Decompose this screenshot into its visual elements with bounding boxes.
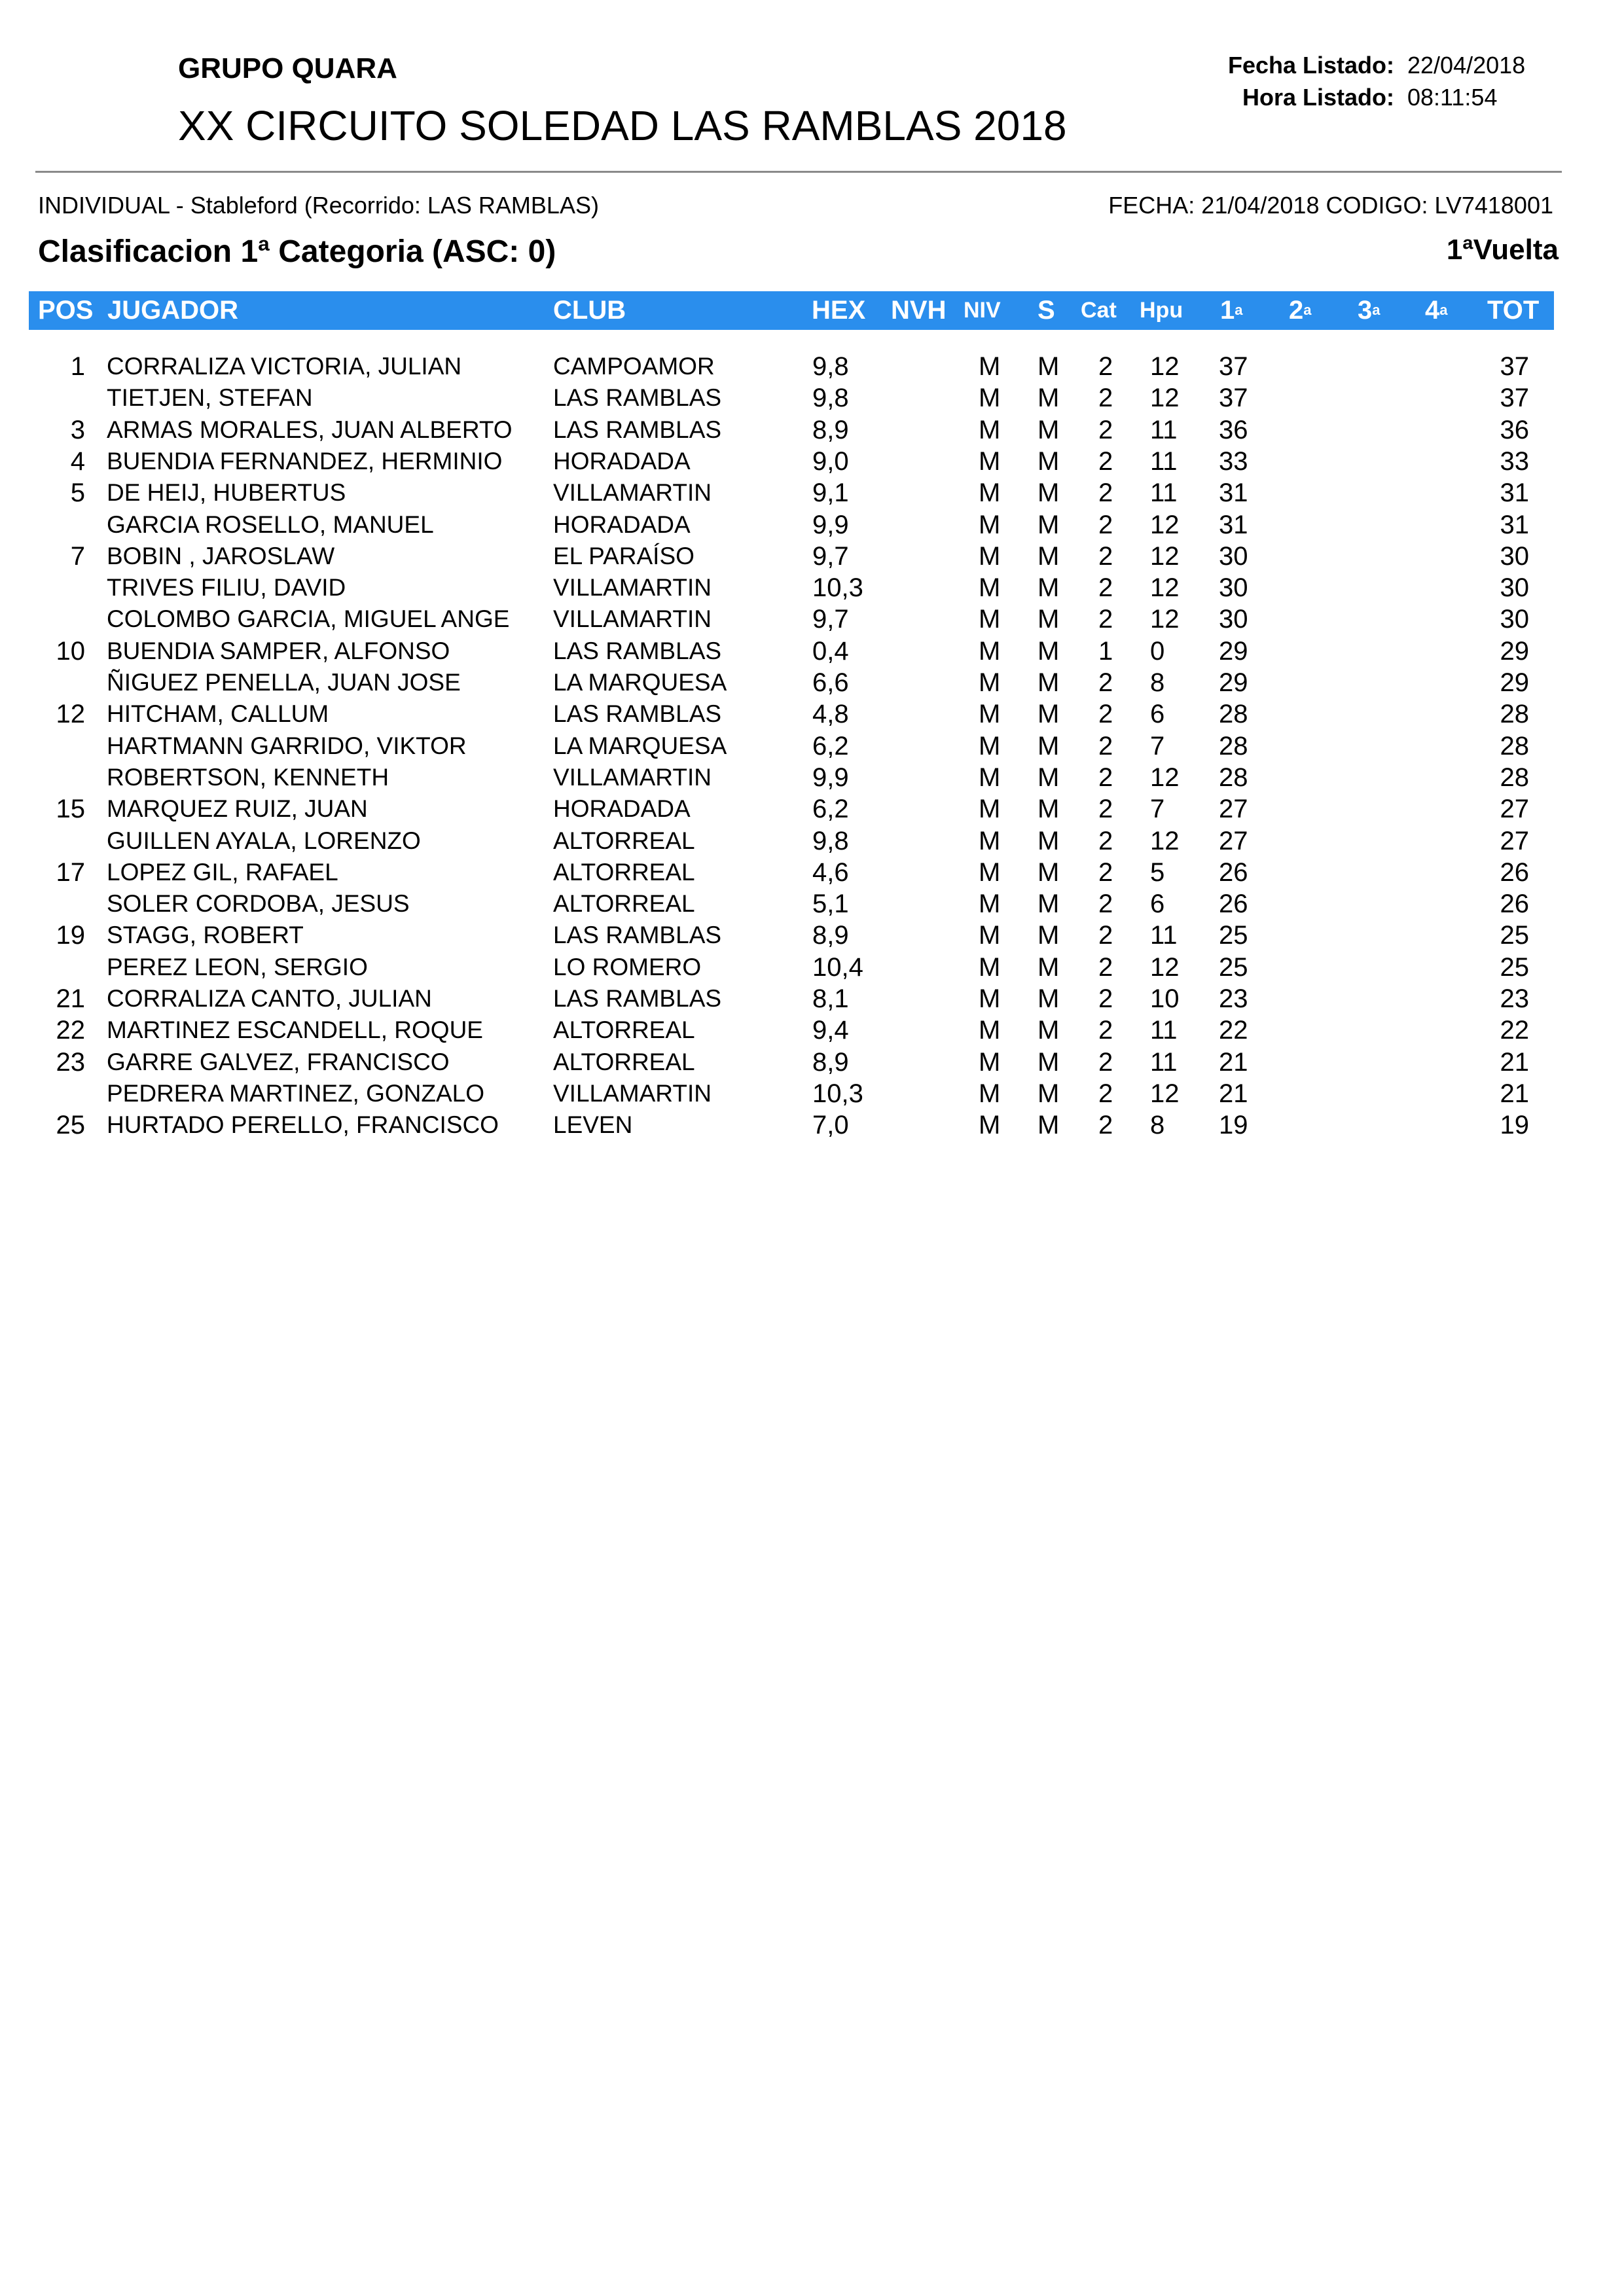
cell-niv: M <box>979 952 1001 982</box>
cell-pos: 15 <box>56 795 85 824</box>
cell-player: PEDRERA MARTINEZ, GONZALO <box>107 1079 485 1107</box>
list-time-label: Hora Listado: <box>1242 84 1394 111</box>
cell-pos: 7 <box>70 541 85 571</box>
table-row <box>0 603 1624 635</box>
col-header-pos: POS <box>38 296 94 325</box>
cell-s: M <box>1038 795 1060 824</box>
table-row <box>0 1047 1624 1078</box>
cell-player: HARTMANN GARRIDO, VIKTOR <box>107 732 467 759</box>
cell-hpu: 12 <box>1150 541 1180 571</box>
cell-hpu: 12 <box>1150 762 1180 792</box>
cell-pos: 23 <box>56 1047 85 1077</box>
cell-s: M <box>1038 415 1060 444</box>
cell-cat: 2 <box>1098 446 1113 476</box>
cell-hex: 9,7 <box>812 541 849 571</box>
cell-hpu: 11 <box>1150 446 1178 476</box>
cell-hex: 9,4 <box>812 1016 849 1045</box>
cell-player: ARMAS MORALES, JUAN ALBERTO <box>107 416 513 443</box>
col-header-nvh: NVH <box>891 296 947 325</box>
cell-round-1: 37 <box>1219 352 1248 381</box>
cell-cat: 2 <box>1098 952 1113 982</box>
cell-niv: M <box>979 636 1001 666</box>
cell-pos: 21 <box>56 984 85 1013</box>
col-header-total: TOT <box>1487 296 1540 325</box>
cell-s: M <box>1038 889 1060 919</box>
col-header-round-2-ordinal: a <box>1303 302 1312 318</box>
competition-modality: INDIVIDUAL - Stableford (Recorrido: LAS RAMBLAS) <box>38 192 599 219</box>
table-row <box>0 477 1624 509</box>
cell-s: M <box>1038 573 1060 603</box>
cell-club: EL PARAÍSO <box>553 542 695 569</box>
cell-hpu: 5 <box>1150 857 1165 887</box>
cell-s: M <box>1038 1016 1060 1045</box>
table-row <box>0 1014 1624 1046</box>
cell-total: 30 <box>1500 541 1529 571</box>
cell-club: ALTORREAL <box>553 858 695 886</box>
cell-hpu: 8 <box>1150 668 1165 697</box>
cell-club: CAMPOAMOR <box>553 353 715 380</box>
col-header-cat: Cat <box>1081 298 1117 323</box>
cell-niv: M <box>979 889 1001 919</box>
cell-round-1: 26 <box>1219 889 1248 919</box>
cell-niv: M <box>979 762 1001 792</box>
cell-hpu: 12 <box>1150 605 1180 634</box>
cell-club: LAS RAMBLAS <box>553 416 722 443</box>
cell-hpu: 8 <box>1150 1111 1165 1140</box>
cell-s: M <box>1038 700 1060 729</box>
cell-total: 30 <box>1500 605 1529 634</box>
cell-hex: 6,2 <box>812 795 849 824</box>
table-row <box>0 446 1624 477</box>
table-row <box>0 414 1624 446</box>
cell-club: VILLAMARTIN <box>553 1079 712 1107</box>
cell-pos: 17 <box>56 857 85 887</box>
cell-hex: 6,6 <box>812 668 849 697</box>
cell-round-1: 31 <box>1219 510 1248 539</box>
cell-player: BUENDIA FERNANDEZ, HERMINIO <box>107 447 503 475</box>
cell-club: LA MARQUESA <box>553 732 727 759</box>
cell-round-1: 23 <box>1219 984 1248 1013</box>
col-header-round-3-number: 3 <box>1358 296 1373 325</box>
cell-hpu: 12 <box>1150 352 1180 381</box>
cell-niv: M <box>979 1079 1001 1108</box>
cell-hpu: 11 <box>1150 478 1178 508</box>
table-row <box>0 509 1624 541</box>
cell-round-1: 19 <box>1219 1111 1248 1140</box>
cell-player: MARQUEZ RUIZ, JUAN <box>107 795 368 823</box>
col-header-hpu: Hpu <box>1140 298 1183 323</box>
table-row <box>0 857 1624 888</box>
cell-round-1: 30 <box>1219 605 1248 634</box>
cell-player: STAGG, ROBERT <box>107 922 304 949</box>
list-date-label: Fecha Listado: <box>1227 52 1394 79</box>
cell-total: 30 <box>1500 573 1529 603</box>
cell-niv: M <box>979 921 1001 950</box>
cell-total: 27 <box>1500 826 1529 855</box>
cell-s: M <box>1038 384 1060 413</box>
col-header-round-1-ordinal: a <box>1235 302 1243 318</box>
cell-s: M <box>1038 446 1060 476</box>
table-row <box>0 952 1624 983</box>
cell-s: M <box>1038 1047 1060 1077</box>
cell-hex: 10,3 <box>812 1079 863 1108</box>
cell-niv: M <box>979 984 1001 1013</box>
cell-player: TIETJEN, STEFAN <box>107 384 313 412</box>
cell-club: LA MARQUESA <box>553 669 727 696</box>
cell-total: 29 <box>1500 668 1529 697</box>
cell-total: 28 <box>1500 731 1529 761</box>
cell-round-1: 29 <box>1219 668 1248 697</box>
tournament-title: XX CIRCUITO SOLEDAD LAS RAMBLAS 2018 <box>178 102 1067 149</box>
cell-hpu: 6 <box>1150 889 1165 919</box>
cell-player: CORRALIZA VICTORIA, JULIAN <box>107 353 462 380</box>
cell-cat: 2 <box>1098 415 1113 444</box>
cell-s: M <box>1038 668 1060 697</box>
cell-club: HORADADA <box>553 447 691 475</box>
cell-hpu: 12 <box>1150 952 1180 982</box>
table-row <box>0 572 1624 603</box>
cell-round-1: 21 <box>1219 1079 1248 1108</box>
cell-s: M <box>1038 605 1060 634</box>
cell-cat: 2 <box>1098 384 1113 413</box>
cell-hpu: 6 <box>1150 700 1165 729</box>
cell-s: M <box>1038 984 1060 1013</box>
table-row <box>0 351 1624 382</box>
col-header-niv: NIV <box>964 298 1001 323</box>
cell-cat: 2 <box>1098 1047 1113 1077</box>
cell-club: ALTORREAL <box>553 1048 695 1075</box>
cell-s: M <box>1038 762 1060 792</box>
cell-cat: 2 <box>1098 857 1113 887</box>
cell-total: 36 <box>1500 415 1529 444</box>
cell-hpu: 0 <box>1150 636 1165 666</box>
cell-club: VILLAMARTIN <box>553 479 712 507</box>
cell-round-1: 27 <box>1219 826 1248 855</box>
cell-hex: 4,8 <box>812 700 849 729</box>
cell-total: 31 <box>1500 510 1529 539</box>
cell-round-1: 21 <box>1219 1047 1248 1077</box>
cell-niv: M <box>979 1047 1001 1077</box>
cell-total: 37 <box>1500 384 1529 413</box>
cell-hex: 5,1 <box>812 889 849 919</box>
cell-niv: M <box>979 352 1001 381</box>
cell-pos: 22 <box>56 1016 85 1045</box>
cell-cat: 2 <box>1098 541 1113 571</box>
cell-total: 37 <box>1500 352 1529 381</box>
cell-cat: 2 <box>1098 668 1113 697</box>
cell-player: PEREZ LEON, SERGIO <box>107 953 368 980</box>
cell-round-1: 28 <box>1219 731 1248 761</box>
cell-total: 33 <box>1500 446 1529 476</box>
cell-pos: 12 <box>56 700 85 729</box>
table-row <box>0 825 1624 857</box>
cell-player: DE HEIJ, HUBERTUS <box>107 479 346 507</box>
cell-cat: 2 <box>1098 921 1113 950</box>
cell-pos: 25 <box>56 1111 85 1140</box>
cell-total: 25 <box>1500 921 1529 950</box>
cell-hex: 9,8 <box>812 384 849 413</box>
cell-round-1: 26 <box>1219 857 1248 887</box>
cell-niv: M <box>979 731 1001 761</box>
cell-hpu: 7 <box>1150 795 1165 824</box>
cell-niv: M <box>979 541 1001 571</box>
cell-player: ROBERTSON, KENNETH <box>107 763 389 791</box>
cell-player: BOBIN , JAROSLAW <box>107 542 335 569</box>
cell-hpu: 11 <box>1150 921 1178 950</box>
cell-cat: 2 <box>1098 984 1113 1013</box>
table-row <box>0 730 1624 762</box>
cell-total: 28 <box>1500 700 1529 729</box>
cell-hex: 8,9 <box>812 1047 849 1077</box>
cell-club: ALTORREAL <box>553 1016 695 1044</box>
cell-niv: M <box>979 415 1001 444</box>
table-row <box>0 920 1624 951</box>
cell-club: HORADADA <box>553 511 691 538</box>
cell-player: LOPEZ GIL, RAFAEL <box>107 858 338 886</box>
cell-total: 21 <box>1500 1047 1529 1077</box>
cell-hpu: 7 <box>1150 731 1165 761</box>
cell-club: LAS RAMBLAS <box>553 637 722 664</box>
cell-club: LO ROMERO <box>553 953 702 980</box>
cell-cat: 2 <box>1098 1016 1113 1045</box>
cell-round-1: 22 <box>1219 1016 1248 1045</box>
cell-cat: 2 <box>1098 1111 1113 1140</box>
cell-player: SOLER CORDOBA, JESUS <box>107 890 410 918</box>
cell-round-1: 30 <box>1219 573 1248 603</box>
cell-s: M <box>1038 1111 1060 1140</box>
cell-player: TRIVES FILIU, DAVID <box>107 574 346 601</box>
cell-total: 31 <box>1500 478 1529 508</box>
col-header-round-3-ordinal: a <box>1372 302 1380 318</box>
cell-club: HORADADA <box>553 795 691 823</box>
table-row <box>0 541 1624 572</box>
col-header-round-2-number: 2 <box>1289 296 1304 325</box>
list-date-value: 22/04/2018 <box>1407 52 1526 79</box>
header-divider <box>35 171 1562 173</box>
table-row <box>0 636 1624 667</box>
cell-hpu: 12 <box>1150 573 1180 603</box>
cell-player: GUILLEN AYALA, LORENZO <box>107 827 421 854</box>
cell-total: 25 <box>1500 952 1529 982</box>
cell-player: GARCIA ROSELLO, MANUEL <box>107 511 434 538</box>
cell-hpu: 10 <box>1150 984 1180 1013</box>
table-row <box>0 1109 1624 1141</box>
cell-player: COLOMBO GARCIA, MIGUEL ANGE <box>107 605 510 633</box>
col-header-player: JUGADOR <box>107 296 239 325</box>
cell-round-1: 27 <box>1219 795 1248 824</box>
cell-pos: 4 <box>70 446 85 476</box>
cell-hpu: 12 <box>1150 826 1180 855</box>
table-row <box>0 1078 1624 1109</box>
cell-pos: 1 <box>70 352 85 381</box>
cell-niv: M <box>979 510 1001 539</box>
results-table-header <box>29 291 1554 330</box>
col-header-round-1 <box>1220 291 1243 330</box>
table-row <box>0 888 1624 920</box>
cell-cat: 2 <box>1098 889 1113 919</box>
cell-hex: 8,9 <box>812 415 849 444</box>
cell-total: 23 <box>1500 984 1529 1013</box>
cell-niv: M <box>979 384 1001 413</box>
cell-total: 22 <box>1500 1016 1529 1045</box>
cell-pos: 5 <box>70 478 85 508</box>
col-header-hex: HEX <box>812 296 866 325</box>
col-header-round-2 <box>1289 291 1312 330</box>
cell-hpu: 12 <box>1150 510 1180 539</box>
cell-s: M <box>1038 510 1060 539</box>
cell-hex: 9,8 <box>812 352 849 381</box>
cell-cat: 2 <box>1098 478 1113 508</box>
list-time-value: 08:11:54 <box>1407 84 1498 111</box>
cell-hex: 9,7 <box>812 605 849 634</box>
cell-hex: 9,0 <box>812 446 849 476</box>
cell-club: VILLAMARTIN <box>553 574 712 601</box>
cell-total: 26 <box>1500 857 1529 887</box>
cell-round-1: 28 <box>1219 700 1248 729</box>
cell-player: HITCHAM, CALLUM <box>107 700 329 728</box>
cell-round-1: 30 <box>1219 541 1248 571</box>
cell-player: HURTADO PERELLO, FRANCISCO <box>107 1111 499 1139</box>
cell-club: LAS RAMBLAS <box>553 700 722 728</box>
cell-cat: 2 <box>1098 510 1113 539</box>
cell-total: 27 <box>1500 795 1529 824</box>
cell-s: M <box>1038 731 1060 761</box>
cell-hex: 7,0 <box>812 1111 849 1140</box>
cell-niv: M <box>979 478 1001 508</box>
cell-hpu: 11 <box>1150 1016 1178 1045</box>
cell-hex: 9,8 <box>812 826 849 855</box>
cell-s: M <box>1038 857 1060 887</box>
cell-cat: 2 <box>1098 826 1113 855</box>
cell-cat: 2 <box>1098 573 1113 603</box>
cell-total: 21 <box>1500 1079 1529 1108</box>
cell-player: ÑIGUEZ PENELLA, JUAN JOSE <box>107 669 461 696</box>
cell-cat: 2 <box>1098 1079 1113 1108</box>
round-label: 1ªVuelta <box>1446 234 1559 266</box>
table-row <box>0 983 1624 1014</box>
cell-s: M <box>1038 352 1060 381</box>
cell-cat: 2 <box>1098 795 1113 824</box>
col-header-round-4-ordinal: a <box>1439 302 1448 318</box>
col-header-round-1-number: 1 <box>1220 296 1235 325</box>
competition-date-code: FECHA: 21/04/2018 CODIGO: LV7418001 <box>1108 192 1553 219</box>
col-header-round-3 <box>1358 291 1380 330</box>
cell-s: M <box>1038 921 1060 950</box>
table-row <box>0 382 1624 414</box>
cell-player: GARRE GALVEZ, FRANCISCO <box>107 1048 450 1075</box>
cell-niv: M <box>979 700 1001 729</box>
cell-club: LEVEN <box>553 1111 633 1139</box>
cell-hex: 6,2 <box>812 731 849 761</box>
col-header-round-4-number: 4 <box>1425 296 1440 325</box>
cell-niv: M <box>979 668 1001 697</box>
cell-club: VILLAMARTIN <box>553 605 712 633</box>
cell-player: MARTINEZ ESCANDELL, ROQUE <box>107 1016 483 1044</box>
cell-round-1: 28 <box>1219 762 1248 792</box>
cell-club: LAS RAMBLAS <box>553 985 722 1012</box>
col-header-club: CLUB <box>553 296 626 325</box>
cell-cat: 2 <box>1098 605 1113 634</box>
cell-round-1: 36 <box>1219 415 1248 444</box>
col-header-s: S <box>1038 296 1055 325</box>
cell-niv: M <box>979 826 1001 855</box>
cell-niv: M <box>979 1016 1001 1045</box>
cell-hpu: 11 <box>1150 1047 1178 1077</box>
cell-hex: 10,4 <box>812 952 863 982</box>
cell-player: CORRALIZA CANTO, JULIAN <box>107 985 432 1012</box>
cell-hex: 10,3 <box>812 573 863 603</box>
cell-s: M <box>1038 952 1060 982</box>
cell-hpu: 12 <box>1150 384 1180 413</box>
cell-niv: M <box>979 605 1001 634</box>
cell-niv: M <box>979 795 1001 824</box>
cell-cat: 1 <box>1098 636 1113 666</box>
cell-hex: 0,4 <box>812 636 849 666</box>
cell-s: M <box>1038 478 1060 508</box>
cell-total: 19 <box>1500 1111 1529 1140</box>
cell-s: M <box>1038 636 1060 666</box>
cell-hpu: 11 <box>1150 415 1178 444</box>
cell-round-1: 31 <box>1219 478 1248 508</box>
cell-pos: 10 <box>56 636 85 666</box>
cell-s: M <box>1038 1079 1060 1108</box>
cell-total: 26 <box>1500 889 1529 919</box>
col-header-round-4 <box>1425 291 1448 330</box>
cell-niv: M <box>979 573 1001 603</box>
cell-club: LAS RAMBLAS <box>553 922 722 949</box>
cell-round-1: 29 <box>1219 636 1248 666</box>
table-row <box>0 762 1624 793</box>
cell-pos: 3 <box>70 415 85 444</box>
table-row <box>0 698 1624 730</box>
cell-hex: 9,9 <box>812 510 849 539</box>
table-row <box>0 667 1624 698</box>
classification-title: Clasificacion 1ª Categoria (ASC: 0) <box>38 234 556 269</box>
cell-club: ALTORREAL <box>553 827 695 854</box>
cell-s: M <box>1038 541 1060 571</box>
cell-club: LAS RAMBLAS <box>553 384 722 412</box>
cell-cat: 2 <box>1098 762 1113 792</box>
cell-club: VILLAMARTIN <box>553 763 712 791</box>
cell-niv: M <box>979 446 1001 476</box>
cell-hex: 9,9 <box>812 762 849 792</box>
cell-cat: 2 <box>1098 352 1113 381</box>
cell-niv: M <box>979 1111 1001 1140</box>
cell-cat: 2 <box>1098 731 1113 761</box>
cell-round-1: 25 <box>1219 952 1248 982</box>
cell-niv: M <box>979 857 1001 887</box>
cell-hex: 8,9 <box>812 921 849 950</box>
cell-round-1: 25 <box>1219 921 1248 950</box>
cell-s: M <box>1038 826 1060 855</box>
cell-total: 29 <box>1500 636 1529 666</box>
cell-club: ALTORREAL <box>553 890 695 918</box>
cell-pos: 19 <box>56 921 85 950</box>
cell-round-1: 37 <box>1219 384 1248 413</box>
table-row <box>0 793 1624 825</box>
organization-name: GRUPO QUARA <box>178 52 397 84</box>
cell-round-1: 33 <box>1219 446 1248 476</box>
cell-hex: 9,1 <box>812 478 849 508</box>
cell-total: 28 <box>1500 762 1529 792</box>
cell-cat: 2 <box>1098 700 1113 729</box>
cell-hpu: 12 <box>1150 1079 1180 1108</box>
cell-player: BUENDIA SAMPER, ALFONSO <box>107 637 450 664</box>
cell-hex: 4,6 <box>812 857 849 887</box>
cell-hex: 8,1 <box>812 984 849 1013</box>
